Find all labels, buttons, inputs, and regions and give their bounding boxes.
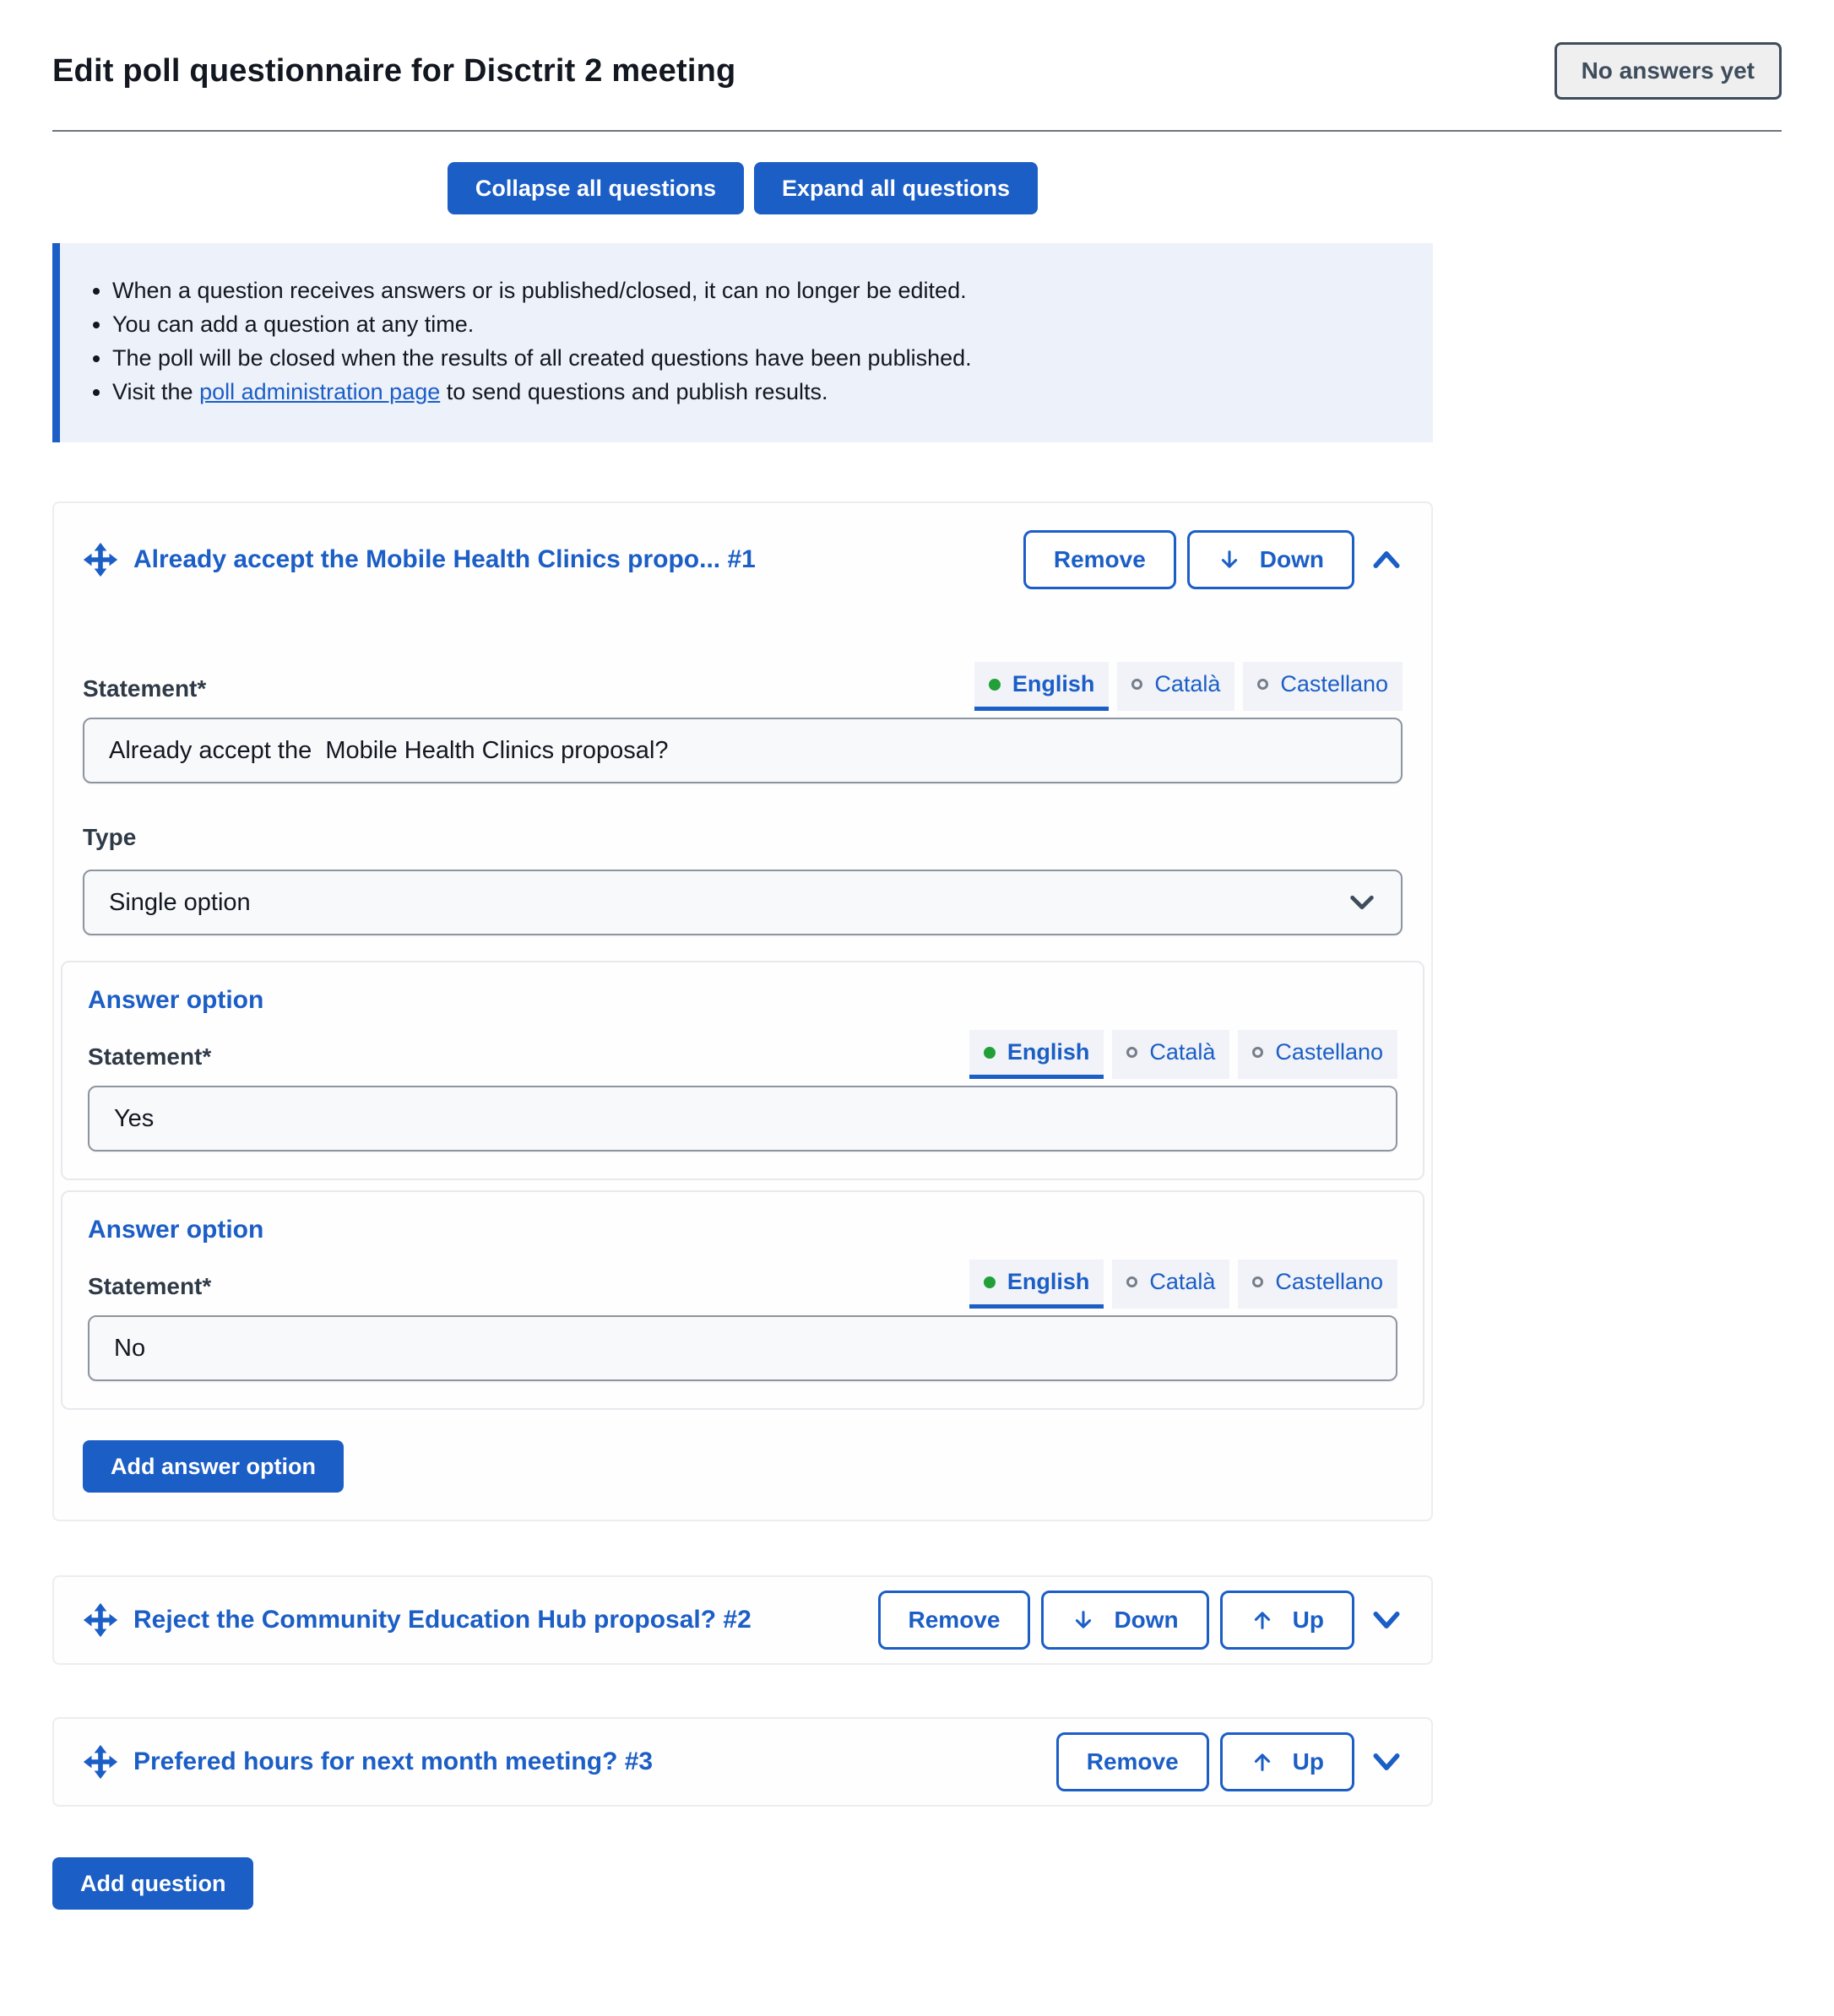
language-tabs xyxy=(969,1260,1397,1309)
arrow-up-icon xyxy=(1251,1608,1274,1632)
language-tab-english[interactable]: English xyxy=(974,662,1110,711)
move-icon[interactable] xyxy=(83,1741,120,1783)
collapse-all-button[interactable]: Collapse all questions xyxy=(448,162,744,214)
answer-option-box-1 xyxy=(61,961,1424,1180)
chevron-down-icon xyxy=(1370,1749,1403,1775)
question-2-actions xyxy=(878,1591,1403,1650)
question-title: Reject the Community Education Hub proposal? #2 xyxy=(133,1606,752,1634)
question-title: Already accept the Mobile Health Clinics propo... #1 xyxy=(133,545,756,573)
language-tabs xyxy=(969,1030,1397,1079)
move-icon xyxy=(83,542,118,577)
move-icon[interactable] xyxy=(83,539,120,581)
arrow-down-icon xyxy=(1072,1608,1095,1632)
language-tab-catala[interactable]: Català xyxy=(1112,1030,1229,1079)
expand-question-toggle[interactable] xyxy=(1365,1749,1403,1775)
language-tab-castellano[interactable]: Castellano xyxy=(1238,1260,1397,1309)
question-2-header xyxy=(83,1591,1403,1650)
answer-option-box-2 xyxy=(61,1190,1424,1410)
move-icon xyxy=(83,1744,118,1780)
type-label: Type xyxy=(83,824,137,850)
info-bullet: • The poll will be closed when the results of all created questions have been published. xyxy=(112,341,1399,375)
add-question-button[interactable]: Add question xyxy=(52,1857,253,1910)
header-divider xyxy=(52,130,1782,132)
questions-toolbar xyxy=(52,162,1433,214)
collapse-question-toggle[interactable] xyxy=(1365,547,1403,572)
select-chevron-down-icon xyxy=(1348,891,1376,913)
radio-circle-icon xyxy=(1257,679,1268,690)
question-card-3 xyxy=(52,1717,1433,1807)
move-up-button[interactable]: Up xyxy=(1220,1591,1354,1650)
status-badge: No answers yet xyxy=(1555,42,1782,100)
info-bullet: • When a question receives answers or is published/closed, it can no longer be edited. xyxy=(112,274,1399,307)
arrow-up-icon xyxy=(1251,1750,1274,1774)
main-content xyxy=(52,162,1433,1807)
answer-option-statement-input[interactable] xyxy=(88,1315,1397,1381)
question-3-actions xyxy=(1056,1732,1403,1791)
radio-circle-icon xyxy=(1252,1276,1263,1287)
statement-label: Statement* xyxy=(83,675,207,702)
remove-question-button[interactable]: Remove xyxy=(1056,1732,1209,1791)
page-title: Edit poll questionnaire for Disctrit 2 meeting xyxy=(52,52,736,89)
info-bullet: • Visit the poll administration page to send questions and publish results. xyxy=(112,375,1399,409)
expand-question-toggle[interactable] xyxy=(1365,1607,1403,1633)
move-icon[interactable] xyxy=(83,1599,120,1641)
move-up-button[interactable]: Up xyxy=(1220,1732,1354,1791)
question-title: Prefered hours for next month meeting? #3 xyxy=(133,1748,654,1775)
language-tab-english[interactable]: English xyxy=(969,1030,1104,1079)
radio-circle-icon xyxy=(1252,1047,1263,1058)
language-tabs xyxy=(974,662,1403,711)
answer-option-statement-input[interactable] xyxy=(88,1086,1397,1152)
answer-option-heading: Answer option xyxy=(88,986,264,1014)
chevron-up-icon xyxy=(1370,547,1403,572)
question-card-2 xyxy=(52,1575,1433,1665)
statement-field-row xyxy=(88,1030,1397,1079)
page-header xyxy=(0,0,1834,100)
info-callout xyxy=(52,243,1433,442)
language-tab-catala[interactable]: Català xyxy=(1117,662,1234,711)
arrow-down-icon xyxy=(1218,548,1241,572)
expand-all-button[interactable]: Expand all questions xyxy=(754,162,1038,214)
question-statement-input[interactable] xyxy=(83,718,1403,783)
answer-option-heading: Answer option xyxy=(88,1216,264,1244)
statement-field-row xyxy=(83,662,1403,711)
question-1-header xyxy=(83,530,1403,589)
info-bullet-list xyxy=(60,274,1399,409)
language-tab-english[interactable]: English xyxy=(969,1260,1104,1309)
question-3-header xyxy=(83,1732,1403,1791)
move-icon xyxy=(83,1602,118,1638)
move-down-button[interactable]: Down xyxy=(1041,1591,1208,1650)
radio-circle-icon xyxy=(1131,679,1142,690)
question-type-select[interactable]: Single option xyxy=(83,870,1403,935)
language-tab-catala[interactable]: Català xyxy=(1112,1260,1229,1309)
poll-administration-link[interactable]: poll administration page xyxy=(199,379,441,404)
question-card-1 xyxy=(52,501,1433,1521)
active-language-dot-icon xyxy=(984,1047,996,1059)
statement-label: Statement* xyxy=(88,1043,212,1070)
info-bullet: • You can add a question at any time. xyxy=(112,307,1399,341)
statement-label: Statement* xyxy=(88,1273,212,1299)
chevron-down-icon xyxy=(1370,1607,1403,1633)
question-1-actions xyxy=(1023,530,1403,589)
language-tab-castellano[interactable]: Castellano xyxy=(1243,662,1403,711)
radio-circle-icon xyxy=(1126,1047,1137,1058)
radio-circle-icon xyxy=(1126,1276,1137,1287)
language-tab-castellano[interactable]: Castellano xyxy=(1238,1030,1397,1079)
remove-question-button[interactable]: Remove xyxy=(878,1591,1031,1650)
add-answer-option-button[interactable]: Add answer option xyxy=(83,1440,344,1493)
remove-question-button[interactable]: Remove xyxy=(1023,530,1176,589)
statement-field-row xyxy=(88,1260,1397,1309)
active-language-dot-icon xyxy=(984,1276,996,1288)
active-language-dot-icon xyxy=(989,679,1001,691)
move-down-button[interactable]: Down xyxy=(1187,530,1354,589)
